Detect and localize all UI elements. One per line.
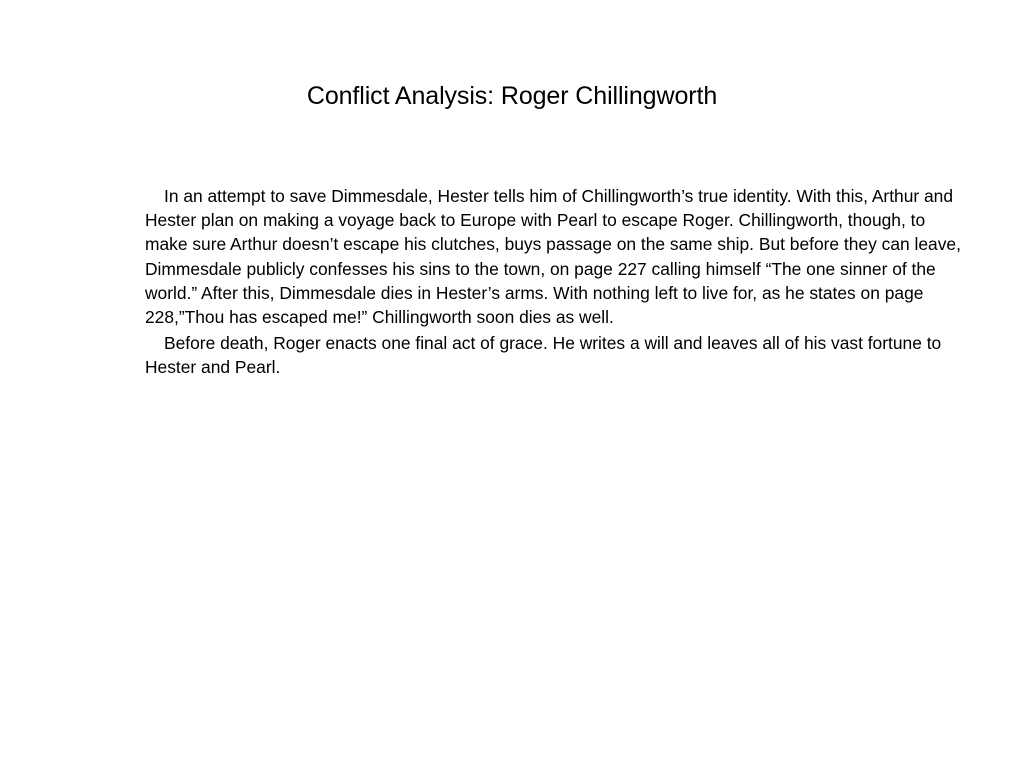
slide-title: Conflict Analysis: Roger Chillingworth xyxy=(306,82,718,110)
body-paragraph: Before death, Roger enacts one final act of grace. He writes a will and leaves all of his vast fortune to Hester and Pearl. xyxy=(145,333,942,378)
body-paragraph: In an attempt to save Dimmesdale, Hester tells him of Chillingworth’s true identity. With this, Arthur and Hester plan on making a voyage back to Europe with Pearl to escape Roger. Chillingworth, though, to make sure Arthur doesn’t escape his clutches, buys passage on the same ship. But before they can leave, Dimmesdale publicly confesses his sins to the town, on page 227 calling himself “The one sinner of the world.” After this, Dimmesdale dies in Hester’s arms. With nothing left to live for, as he states on page 228,”Thou has escaped me!” Chillingworth soon dies as well. xyxy=(145,186,961,328)
slide-body xyxy=(145,184,967,382)
